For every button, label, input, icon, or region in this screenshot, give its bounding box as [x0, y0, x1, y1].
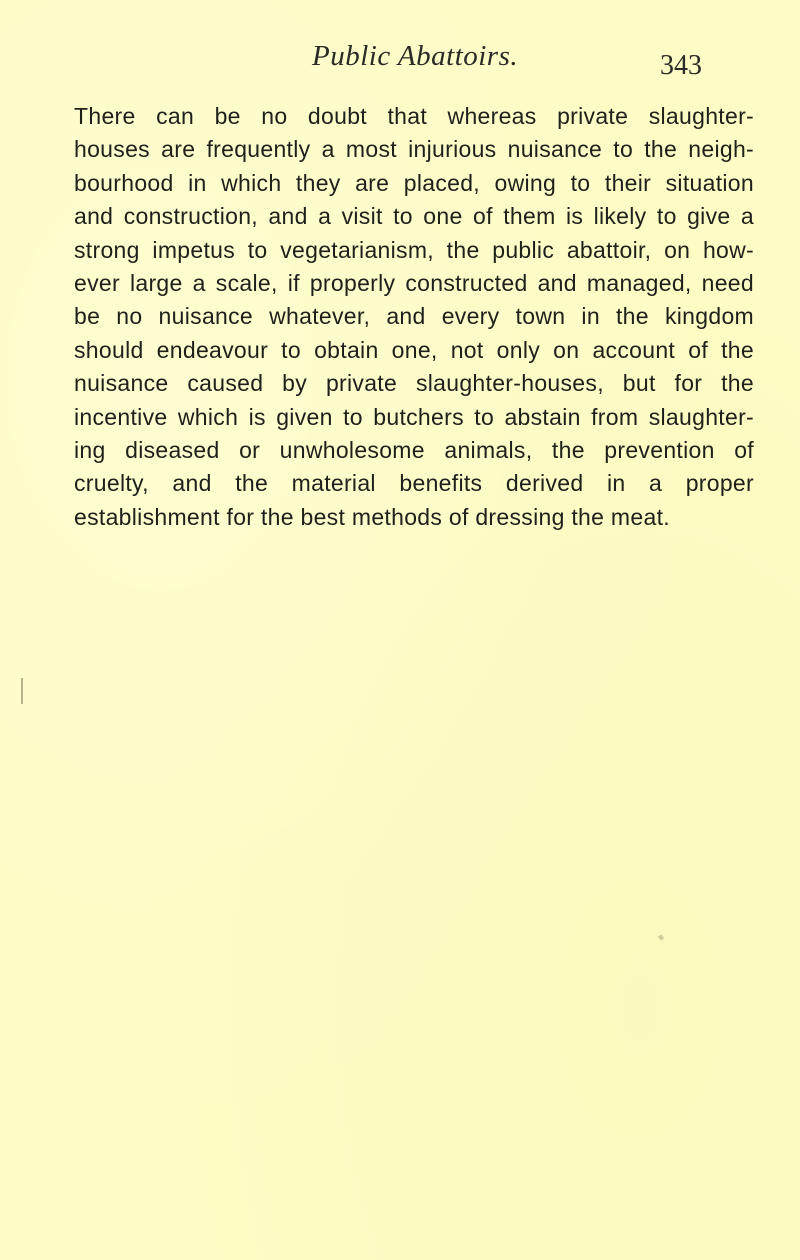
paper-mark	[658, 934, 664, 940]
paragraph-line: should endeavour to obtain one, not only on account of the	[74, 336, 754, 363]
paragraph-line: bourhood in which they are placed, owing to their situation	[74, 169, 754, 196]
paragraph-line: establishment for the best methods of dressing the meat.	[74, 503, 670, 530]
page-number: 343	[660, 50, 702, 81]
paragraph-line: incentive which is given to butchers to abstain from slaughter-	[74, 403, 754, 430]
paragraph-line: cruelty, and the material benefits derived in a proper	[74, 470, 754, 497]
paragraph-line: ever large a scale, if properly constructed and managed, need	[74, 269, 754, 296]
paper-mark	[21, 678, 23, 704]
paragraph-line: houses are frequently a most injurious nuisance to the neigh-	[74, 136, 754, 163]
running-title: Public Abattoirs.	[312, 40, 519, 72]
body-paragraph	[74, 100, 754, 534]
paragraph-line: strong impetus to vegetarianism, the public abattoir, on how-	[74, 236, 754, 263]
paragraph-line: nuisance caused by private slaughter-houses, but for the	[74, 370, 754, 397]
paragraph-line: ing diseased or unwholesome animals, the prevention of	[74, 436, 754, 463]
paragraph-line: There can be no doubt that whereas private slaughter-	[74, 103, 754, 129]
paragraph-line: and construction, and a visit to one of them is likely to give a	[74, 203, 754, 230]
paragraph-line: be no nuisance whatever, and every town in the kingdom	[74, 303, 754, 330]
running-head	[0, 40, 800, 90]
